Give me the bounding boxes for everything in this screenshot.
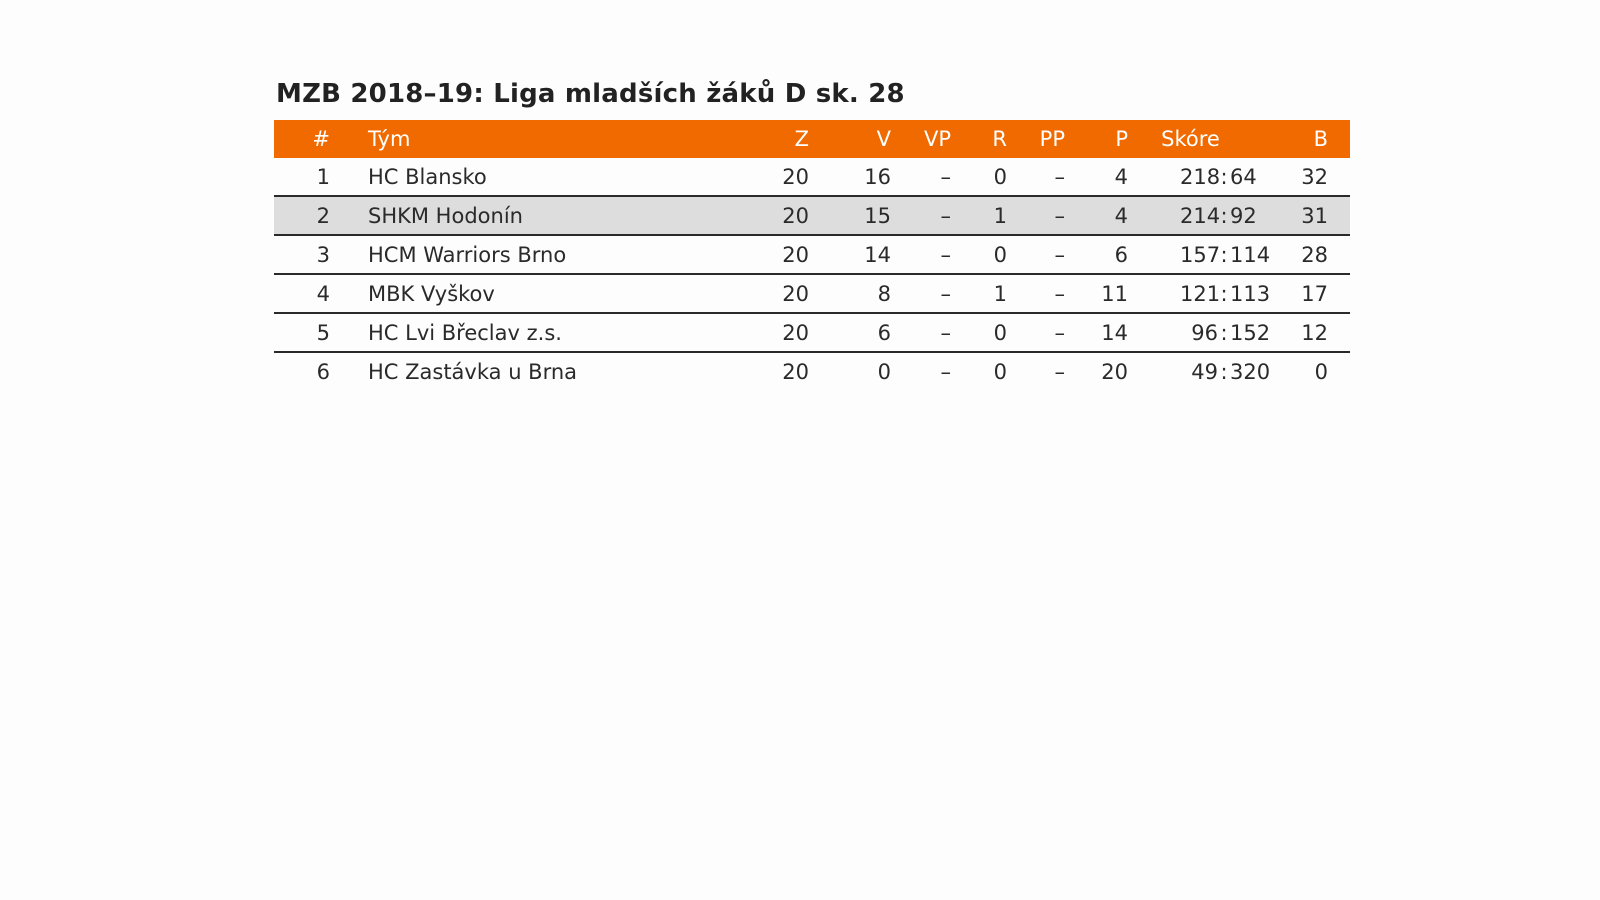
- draws-cell: 0: [993, 359, 1007, 384]
- draws-cell: 0: [951, 313, 1007, 352]
- score-separator: :: [1220, 164, 1228, 189]
- table-title: MZB 2018–19: Liga mladších žáků D sk. 28: [276, 79, 905, 109]
- score-cell: [1128, 274, 1271, 313]
- draws-cell: 0: [951, 235, 1007, 274]
- ot-losses-cell: –: [1007, 274, 1065, 313]
- draws-cell: 0: [951, 158, 1007, 196]
- standings-table: [274, 120, 1350, 390]
- table-row: [274, 274, 1350, 313]
- score-for: 214: [1180, 203, 1221, 228]
- score-against: 64: [1230, 164, 1257, 189]
- rank-cell: 1: [274, 158, 330, 196]
- col-ot-losses: PP: [1039, 127, 1065, 151]
- score-for: 121: [1180, 281, 1221, 306]
- losses-cell: 14: [1065, 313, 1128, 352]
- rank-cell: 2: [274, 196, 330, 235]
- header-row: [274, 120, 1350, 158]
- games-cell: 20: [743, 158, 809, 196]
- games-cell: 20: [743, 235, 809, 274]
- table-body: [274, 158, 1350, 390]
- losses-cell: 20: [1101, 359, 1128, 384]
- score-separator: :: [1220, 203, 1228, 228]
- col-games: Z: [794, 127, 809, 151]
- ot-losses-cell: –: [1007, 235, 1065, 274]
- score-cell: [1128, 235, 1271, 274]
- draws-cell: 1: [951, 274, 1007, 313]
- team-cell: HC Blansko: [330, 158, 743, 196]
- team-cell: HCM Warriors Brno: [330, 235, 743, 274]
- team-cell: SHKM Hodonín: [330, 196, 743, 235]
- ot-losses-cell: –: [1007, 313, 1065, 352]
- col-losses: P: [1115, 127, 1128, 151]
- score-against: 114: [1230, 242, 1271, 267]
- score-separator: :: [1220, 320, 1228, 345]
- ot-losses-cell: –: [1007, 158, 1065, 196]
- points-cell: 12: [1253, 313, 1350, 352]
- col-team: Tým: [368, 127, 411, 151]
- losses-cell: 6: [1065, 235, 1128, 274]
- games-cell: 20: [782, 359, 809, 384]
- wins-cell: 14: [809, 235, 891, 274]
- score-cell: [1128, 313, 1271, 352]
- score-against: 113: [1230, 281, 1271, 306]
- games-cell: 20: [743, 196, 809, 235]
- col-score: Skóre: [1161, 127, 1220, 151]
- col-ot-wins: VP: [923, 127, 951, 151]
- score-cell: [1128, 352, 1271, 390]
- col-rank: #: [312, 127, 330, 151]
- score-separator: :: [1220, 281, 1228, 306]
- losses-cell: 4: [1065, 196, 1128, 235]
- score-separator: :: [1220, 359, 1228, 384]
- games-cell: 20: [743, 274, 809, 313]
- table-row: [274, 158, 1350, 196]
- games-cell: 20: [743, 313, 809, 352]
- score-cell: [1128, 196, 1257, 235]
- rank-cell: 4: [274, 274, 330, 313]
- losses-cell: 4: [1065, 158, 1128, 196]
- score-for: 96: [1191, 320, 1218, 345]
- standings-panel: [274, 76, 1332, 390]
- ot-losses-cell: –: [1007, 196, 1065, 235]
- score-against: 92: [1230, 203, 1257, 228]
- ot-wins-cell: –: [891, 274, 951, 313]
- table-row: [274, 313, 1350, 352]
- wins-cell: 8: [809, 274, 891, 313]
- score-against: 320: [1230, 359, 1271, 384]
- score-cell: [1128, 158, 1257, 196]
- wins-cell: 16: [809, 158, 891, 196]
- rank-cell: 5: [274, 313, 330, 352]
- points-cell: 17: [1253, 274, 1350, 313]
- team-cell: HC Zastávka u Brna: [368, 359, 578, 384]
- table-row: [274, 235, 1350, 274]
- points-cell: 28: [1253, 235, 1350, 274]
- ot-wins-cell: –: [891, 313, 951, 352]
- team-cell: HC Lvi Břeclav z.s.: [330, 313, 743, 352]
- table-row: [274, 352, 1350, 390]
- table-row: [274, 196, 1350, 235]
- col-draws: R: [992, 127, 1007, 151]
- wins-cell: 6: [809, 313, 891, 352]
- points-cell: 32: [1253, 158, 1350, 196]
- draws-cell: 1: [951, 196, 1007, 235]
- table-header: [274, 120, 1350, 158]
- losses-cell: 11: [1065, 274, 1128, 313]
- ot-wins-cell: –: [891, 235, 951, 274]
- score-for: 218: [1180, 164, 1221, 189]
- rank-cell: 6: [316, 359, 330, 384]
- ot-wins-cell: –: [940, 359, 951, 384]
- col-wins: V: [876, 127, 891, 151]
- col-points: B: [1313, 127, 1328, 151]
- ot-wins-cell: –: [891, 158, 951, 196]
- score-for: 157: [1180, 242, 1221, 267]
- wins-cell: 0: [877, 359, 891, 384]
- ot-losses-cell: –: [1054, 359, 1065, 384]
- ot-wins-cell: –: [891, 196, 951, 235]
- score-against: 152: [1230, 320, 1271, 345]
- wins-cell: 15: [809, 196, 891, 235]
- points-cell: 0: [1314, 359, 1328, 384]
- points-cell: 31: [1253, 196, 1350, 235]
- rank-cell: 3: [274, 235, 330, 274]
- score-for: 49: [1191, 359, 1218, 384]
- score-separator: :: [1220, 242, 1228, 267]
- team-cell: MBK Vyškov: [330, 274, 743, 313]
